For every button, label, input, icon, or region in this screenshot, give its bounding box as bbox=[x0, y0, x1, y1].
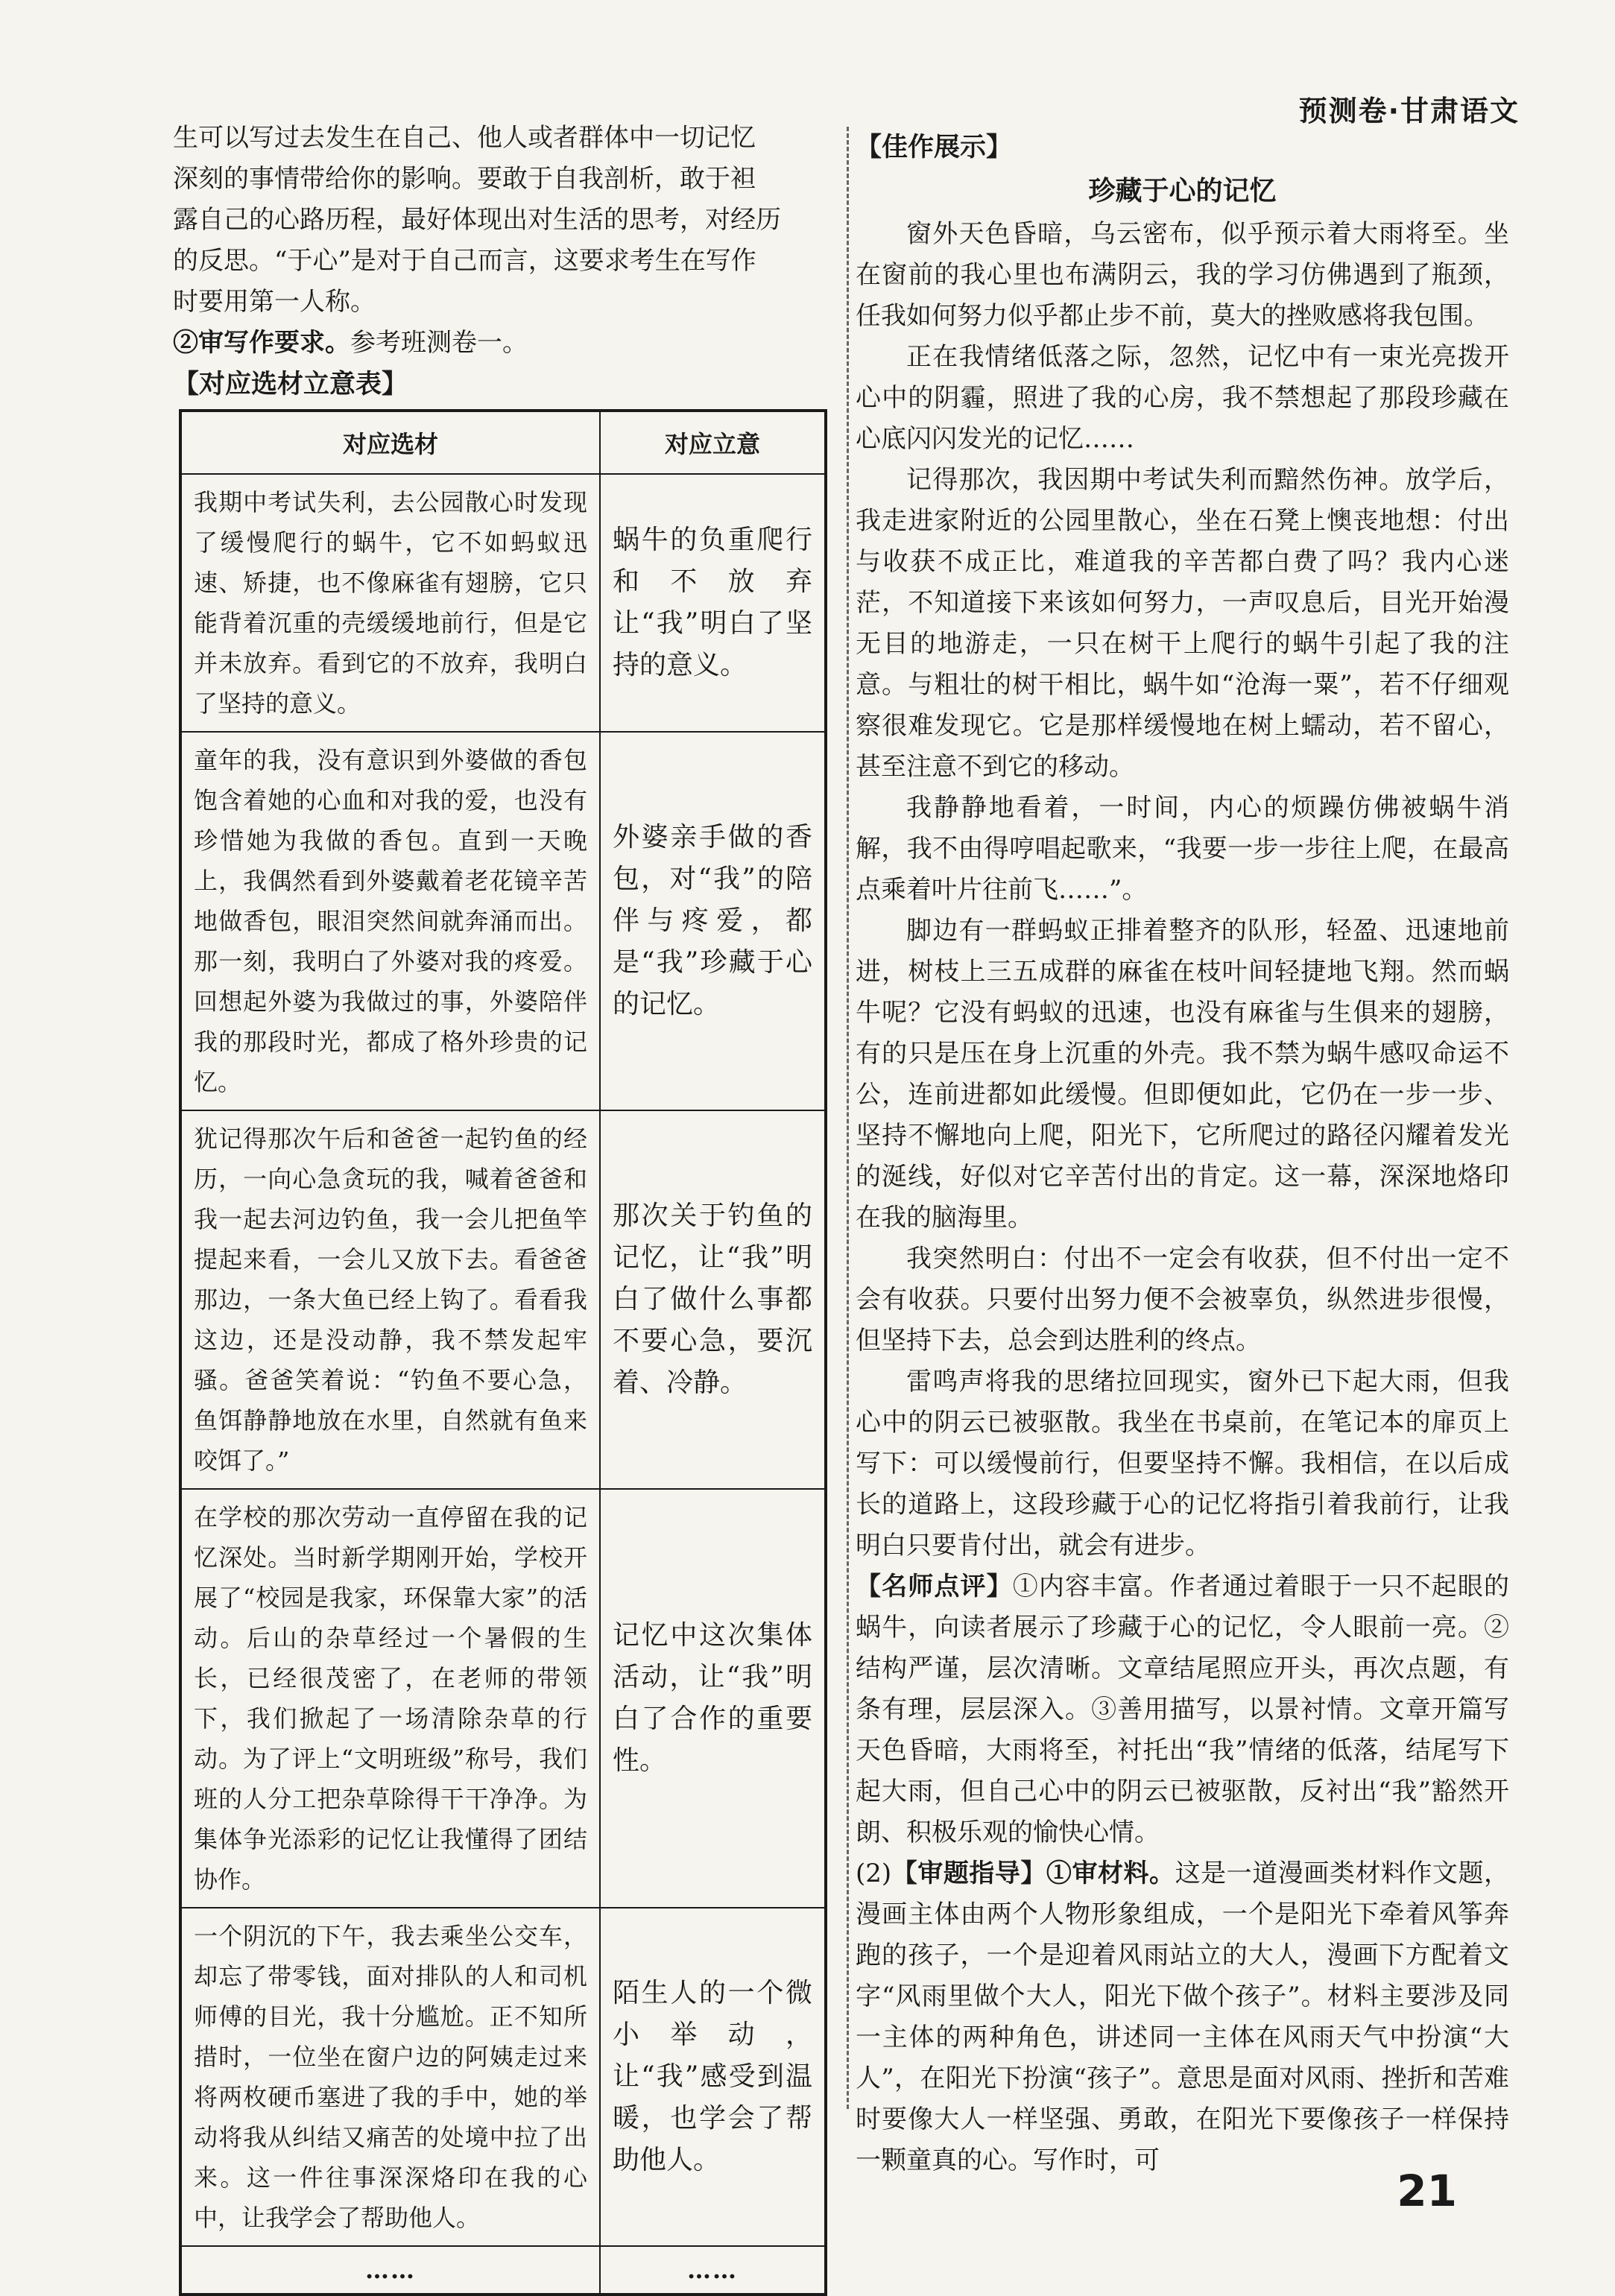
intent-cell: 蜗牛的负重爬行和不放弃让“我”明白了坚持的意义。 bbox=[600, 474, 826, 732]
topic-guide-prefix: (2) bbox=[856, 1859, 892, 1888]
teacher-comment-text: ①内容丰富。作者通过着眼于一只不起眼的蜗牛，向读者展示了珍藏于心的记忆，令人眼前一亮。②结构严谨，层次清晰。文章结尾照应开头，再次点题，有条有理，层层深入。③善用描写，以景衬情。文章开篇写天色昏暗，大雨将至，衬托出“我”情绪的低落，结尾写下起大雨，但自己心中的阴云已被驱散，反衬出“我”豁然开朗、积极乐观的愉快心情。 bbox=[856, 1572, 1509, 1847]
table-row bbox=[180, 1489, 826, 1908]
material-cell: 我期中考试失利，去公园散心时发现了缓慢爬行的蜗牛，它不如蚂蚁迅速、矫捷，也不像麻雀有翅膀，它只能背着沉重的壳缓缓地前行，但是它并未放弃。看到它的不放弃，我明白了坚持的意义。 bbox=[180, 474, 600, 732]
intent-cell: 外婆亲手做的香包，对“我”的陪伴与疼爱，都是“我”珍藏于心的记忆。 bbox=[600, 732, 826, 1110]
intent-cell: 记忆中这次集体活动，让“我”明白了合作的重要性。 bbox=[600, 1489, 826, 1908]
table-row bbox=[180, 1110, 826, 1489]
intent-cell: 陌生人的一个微小举动，让“我”感受到温暖，也学会了帮助他人。 bbox=[600, 1908, 826, 2246]
topic-guide-label: 【审题指导】 bbox=[891, 1859, 1046, 1888]
intro-line-1: 生可以写过去发生在自己、他人或者群体中一切记忆 bbox=[173, 123, 756, 153]
essay-title: 珍藏于心的记忆 bbox=[1088, 175, 1277, 206]
showcase-label: 【佳作展示】 bbox=[856, 132, 1013, 162]
intent-cell: 那次关于钓鱼的记忆，让“我”明白了做什么事都不要心急，要沉着、冷静。 bbox=[600, 1110, 826, 1489]
table-header-row bbox=[180, 411, 826, 474]
material-cell: 一个阴沉的下午，我去乘坐公交车，却忘了带零钱，面对排队的人和司机师傅的目光，我十分尴尬。正不知所措时，一位坐在窗户边的阿姨走过来将两枚硬币塞进了我的手中，她的举动将我从纠结又痛苦的处境中拉了出来。这一件往事深深烙印在我的心中，让我学会了帮助他人。 bbox=[180, 1908, 600, 2246]
topic-guide-subhead: ①审材料。 bbox=[1046, 1859, 1175, 1888]
material-cell: 犹记得那次午后和爸爸一起钓鱼的经历，一向心急贪玩的我，喊着爸爸和我一起去河边钓鱼，我一会儿把鱼竿提起来看，一会儿又放下去。看爸爸那边，一条大鱼已经上钩了。看看我这边，还是没动静，我不禁发起牢骚。爸爸笑着说：“钓鱼不要心急，鱼饵静静地放在水里，自然就有鱼来咬饵了。” bbox=[180, 1110, 600, 1489]
right-column bbox=[856, 127, 1509, 2181]
essay-paragraph-2: 正在我情绪低落之际，忽然，记忆中有一束光亮拨开心中的阴霾，照进了我的心房，我不禁想起了那段珍藏在心底闪闪发光的记忆…… bbox=[856, 342, 1509, 454]
topic-guide bbox=[856, 1853, 1509, 2181]
header-material: 对应选材 bbox=[180, 411, 600, 474]
table-label: 【对应选材立意表】 bbox=[173, 369, 408, 399]
table-row bbox=[180, 474, 826, 732]
essay-paragraph-7: 雷鸣声将我的思绪拉回现实，窗外已下起大雨，但我心中的阴云已被驱散。我坐在书桌前，在笔记本的扉页上写下：可以缓慢前行，但要坚持不懈。我相信，在以后成长的道路上，这段珍藏于心的记忆将指引着我前行，让我明白只要肯付出，就会有进步。 bbox=[856, 1367, 1509, 1560]
material-cell: 在学校的那次劳动一直停留在我的记忆深处。当时新学期刚开始，学校开展了“校园是我家，环保靠大家”的活动。后山的杂草经过一个暑假的生长，已经很茂密了，在老师的带领下，我们掀起了一场清除杂草的行动。为了评上“文明班级”称号，我们班的人分工把杂草除得干干净净。为集体争光添彩的记忆让我懂得了团结协作。 bbox=[180, 1489, 600, 1908]
essay-paragraph-6: 我突然明白：付出不一定会有收获，但不付出一定不会有收获。只要付出努力便不会被辜负，纵然进步很慢，但坚持下去，总会到达胜利的终点。 bbox=[856, 1244, 1509, 1356]
intro-line-2: 深刻的事情带给你的影响。要敢于自我剖析，敢于袒 bbox=[173, 164, 756, 194]
table-ellipsis-row bbox=[180, 2246, 826, 2295]
column-divider bbox=[847, 127, 849, 2109]
essay-paragraph-1: 窗外天色昏暗，乌云密布，似乎预示着大雨将至。坐在窗前的我心里也布满阴云，我的学习仿佛遇到了瓶颈，任我如何努力似乎都止步不前，莫大的挫败感将我包围。 bbox=[856, 219, 1509, 331]
teacher-comment-label: 【名师点评】 bbox=[856, 1572, 1013, 1601]
writing-requirement-label: ②审写作要求。 bbox=[173, 328, 350, 358]
writing-requirement bbox=[173, 323, 844, 364]
table-row bbox=[180, 1908, 826, 2246]
teacher-comment bbox=[856, 1566, 1509, 1853]
left-column bbox=[173, 118, 844, 2296]
writing-requirement-text: 参考班测卷一。 bbox=[350, 328, 528, 358]
header-intent: 对应立意 bbox=[600, 411, 826, 474]
table-row bbox=[180, 732, 826, 1110]
page-header: 预测卷·甘肃语文 bbox=[1298, 95, 1520, 127]
essay-paragraph-3: 记得那次，我因期中考试失利而黯然伤神。放学后，我走进家附近的公园里散心，坐在石凳上懊丧地想：付出与收获不成正比，难道我的辛苦都白费了吗？我内心迷茫，不知道接下来该如何努力，一声叹息后，目光开始漫无目的地游走，一只在树干上爬行的蜗牛引起了我的注意。与粗壮的树干相比，蜗牛如“沧海一粟”，若不仔细观察很难发现它。它是那样缓慢地在树上蠕动，若不留心，甚至注意不到它的移动。 bbox=[856, 465, 1509, 782]
material-intent-table bbox=[179, 409, 827, 2296]
ellipsis-intent: …… bbox=[600, 2246, 826, 2295]
page-number: 21 bbox=[1397, 2166, 1457, 2216]
essay-paragraph-5: 脚边有一群蚂蚁正排着整齐的队形，轻盈、迅速地前进，树枝上三五成群的麻雀在枝叶间轻捷地飞翔。然而蜗牛呢？它没有蚂蚁的迅速，也没有麻雀与生俱来的翅膀，有的只是压在身上沉重的外壳。我不禁为蜗牛感叹命运不公，连前进都如此缓慢。但即便如此，它仍在一步一步、坚持不懈地向上爬，阳光下，它所爬过的路径闪耀着发光的涎线，好似对它辛苦付出的肯定。这一幕，深深地烙印在我的脑海里。 bbox=[856, 916, 1509, 1233]
intro-line-4: 的反思。“于心”是对于自己而言，这要求考生在写作 bbox=[173, 246, 756, 276]
intro-line-3: 露自己的心路历程，最好体现出对生活的思考，对经历 bbox=[173, 205, 781, 235]
intro-line-5: 时要用第一人称。 bbox=[173, 287, 376, 317]
material-cell: 童年的我，没有意识到外婆做的香包饱含着她的心血和对我的爱，也没有珍惜她为我做的香包。直到一天晚上，我偶然看到外婆戴着老花镜辛苦地做香包，眼泪突然间就奔涌而出。那一刻，我明白了外婆对我的疼爱。回想起外婆为我做过的事，外婆陪伴我的那段时光，都成了格外珍贵的记忆。 bbox=[180, 732, 600, 1110]
topic-guide-text: 这是一道漫画类材料作文题，漫画主体由两个人物形象组成，一个是阳光下牵着风筝奔跑的孩子，一个是迎着风雨站立的大人，漫画下方配着文字“风雨里做个大人，阳光下做个孩子”。材料主要涉及同一主体的两种角色，讲述同一主体在风雨天气中扮演“大人”，在阳光下扮演“孩子”。意思是面对风雨、挫折和苦难时要像大人一样坚强、勇敢，在阳光下要像孩子一样保持一颗童真的心。写作时，可 bbox=[856, 1859, 1510, 2175]
essay-paragraph-4: 我静静地看着，一时间，内心的烦躁仿佛被蜗牛消解，我不由得哼唱起歌来，“我要一步一步往上爬，在最高点乘着叶片往前飞……”。 bbox=[856, 793, 1509, 905]
ellipsis-material: …… bbox=[180, 2246, 600, 2295]
